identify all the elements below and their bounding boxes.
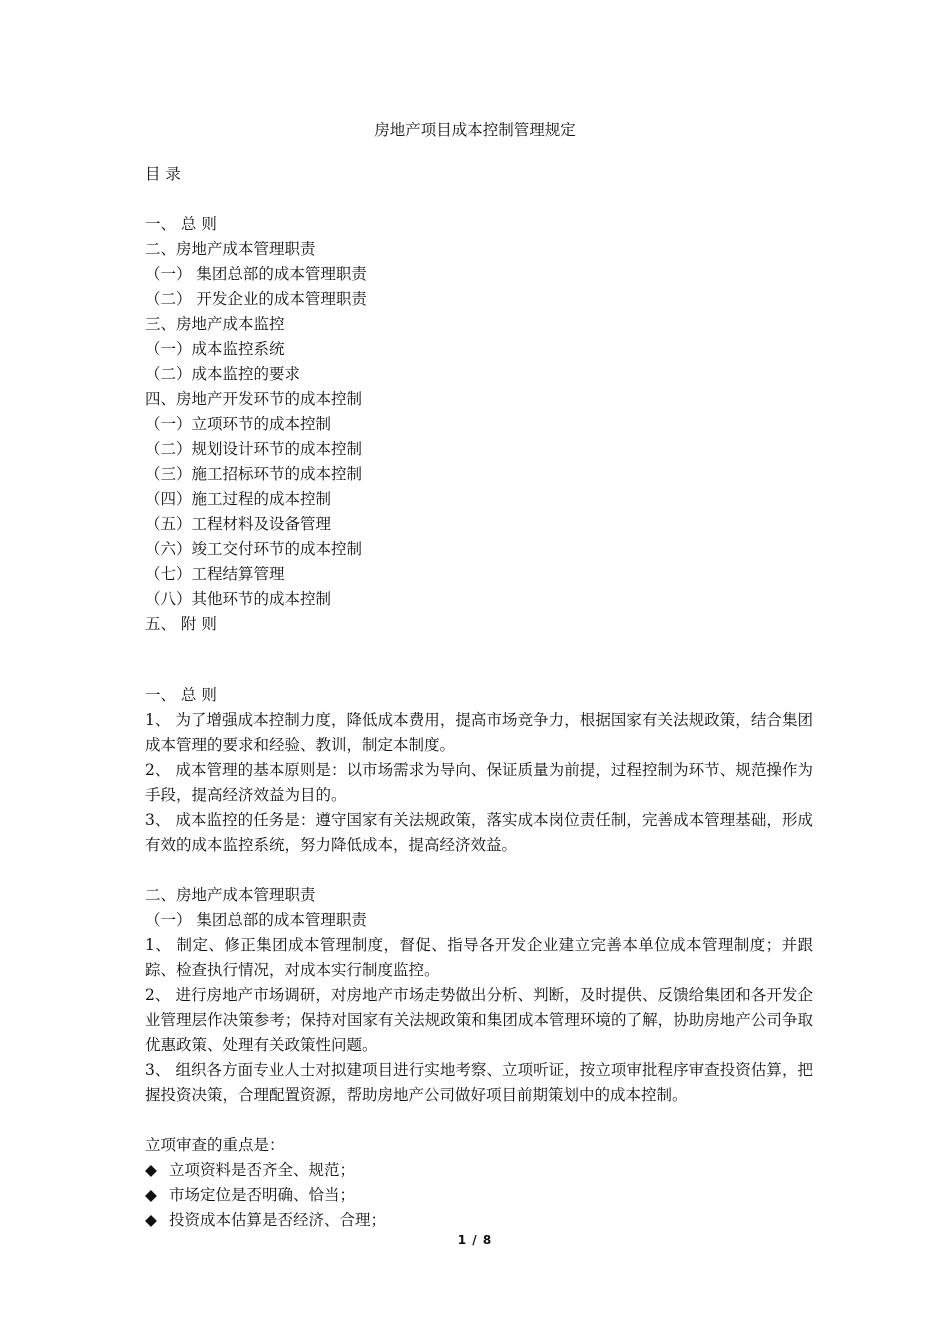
paragraph: 2、 成本管理的基本原则是：以市场需求为导向、保证质量为前提，过程控制为环节、规范操作为手段，提高经济效益为目的。 — [145, 761, 813, 804]
spacer — [145, 1108, 813, 1133]
toc-item: （二）成本监控的要求 — [145, 365, 301, 383]
toc-item: （二） 开发企业的成本管理职责 — [145, 290, 367, 308]
toc-item: （一）成本监控系统 — [145, 340, 285, 358]
toc-item: （八）其他环节的成本控制 — [145, 590, 332, 608]
paragraph: 3、 成本监控的任务是：遵守国家有关法规政策，落实成本岗位责任制，完善成本管理基础，形成有效的成本监控系统，努力降低成本，提高经济效益。 — [145, 811, 813, 854]
paragraph: 3、 组织各方面专业人士对拟建项目进行实地考察、立项听证，按立项审批程序审查投资估算，把握投资决策，合理配置资源，帮助房地产公司做好项目前期策划中的成本控制。 — [145, 1061, 813, 1104]
subsection-heading: （一） 集团总部的成本管理职责 — [145, 911, 367, 929]
toc-item: （六）竣工交付环节的成本控制 — [145, 540, 363, 558]
document-title: 房地产项目成本控制管理规定 — [374, 121, 576, 139]
toc-item: 四、房地产开发环节的成本控制 — [145, 390, 363, 408]
bullet-text: 立项资料是否齐全、规范； — [169, 1161, 356, 1179]
bullet-text: 投资成本估算是否经济、合理； — [169, 1211, 387, 1229]
toc-item: （三）施工招标环节的成本控制 — [145, 465, 363, 483]
diamond-bullet-icon: ◆ — [145, 1211, 157, 1229]
body-text — [145, 683, 813, 1233]
page-indicator: 1 / 8 — [457, 1233, 493, 1247]
bullet-item — [145, 1208, 813, 1233]
diamond-bullet-icon: ◆ — [145, 1186, 157, 1204]
spacer — [145, 858, 813, 883]
bullet-text: 市场定位是否明确、恰当； — [169, 1186, 356, 1204]
paragraph: 1、 制定、修正集团成本管理制度，督促、指导各开发企业建立完善本单位成本管理制度；并跟踪、检查执行情况，对成本实行制度监控。 — [145, 936, 813, 979]
toc-item: （一） 集团总部的成本管理职责 — [145, 265, 367, 283]
toc-item: 一、 总 则 — [145, 215, 217, 233]
toc-item: 五、 附 则 — [145, 615, 217, 633]
spacer — [145, 187, 813, 212]
toc-item: （七）工程结算管理 — [145, 565, 285, 583]
toc-item: （二）规划设计环节的成本控制 — [145, 440, 363, 458]
toc-item: （一）立项环节的成本控制 — [145, 415, 332, 433]
bullet-item — [145, 1183, 813, 1208]
toc-item: 二、房地产成本管理职责 — [145, 240, 316, 258]
paragraph: 1、 为了增强成本控制力度，降低成本费用，提高市场竞争力，根据国家有关法规政策，结合集团成本管理的要求和经验、教训，制定本制度。 — [145, 711, 813, 754]
review-heading: 立项审查的重点是： — [145, 1136, 285, 1154]
table-of-contents — [145, 162, 813, 637]
paragraph: 2、 进行房地产市场调研，对房地产市场走势做出分析、判断，及时提供、反馈给集团和各开发企业管理层作决策参考；保持对国家有关法规政策和集团成本管理环境的了解，协助房地产公司争取优惠政策、处理有关政策性问题。 — [145, 986, 813, 1054]
section-heading: 一、 总 则 — [145, 686, 217, 704]
toc-item: （四）施工过程的成本控制 — [145, 490, 332, 508]
section-heading: 二、房地产成本管理职责 — [145, 886, 316, 904]
toc-item: （五）工程材料及设备管理 — [145, 515, 332, 533]
toc-item: 三、房地产成本监控 — [145, 315, 285, 333]
bullet-item — [145, 1158, 813, 1183]
toc-heading: 目 录 — [145, 165, 181, 183]
diamond-bullet-icon: ◆ — [145, 1161, 157, 1179]
